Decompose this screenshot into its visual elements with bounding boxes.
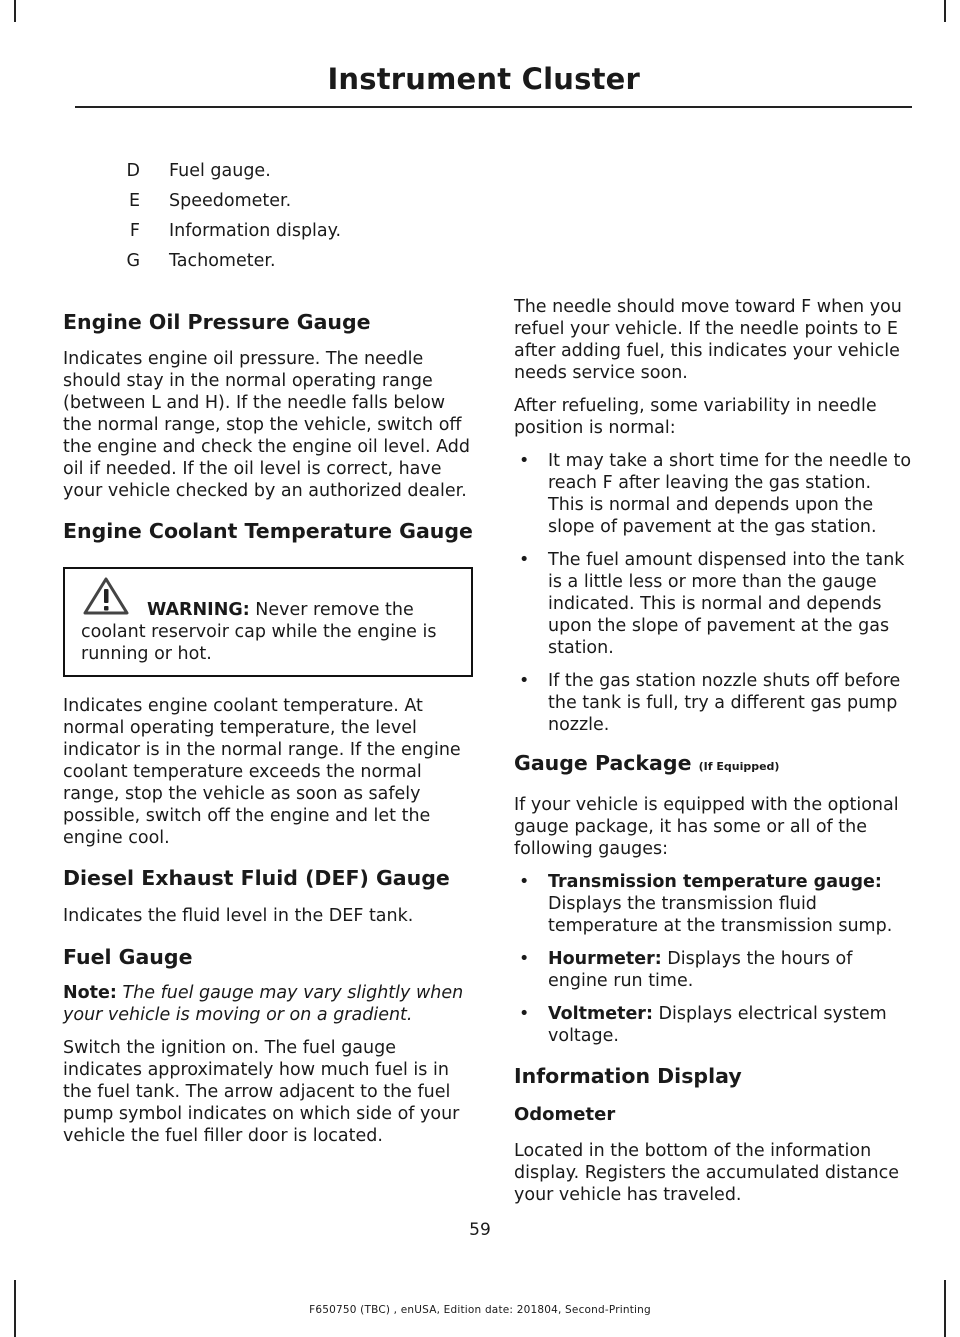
bullet: • — [519, 1004, 530, 1024]
legend-item — [100, 160, 341, 190]
oil-pressure-text: Indicates engine oil pressure. The needle should stay in the normal operating range (between L and H). If the needle falls below the normal range, stop the vehicle, switch off the engine and check the engine oil level. Add oil if needed. If the oil level is correct, have your vehicle checked by an authorized dealer. — [63, 349, 470, 501]
gauge-package-intro: If your vehicle is equipped with the optional gauge package, it has some or all of the following gauges: — [514, 795, 899, 859]
legend-text: Speedometer. — [169, 191, 292, 211]
crop-mark-top-right — [944, 0, 946, 22]
list-item: • Transmission temperature gauge: Displays the transmission fluid temperature at the transmission sump. — [519, 872, 893, 936]
list-item: • It may take a short time for the needle to reach F after leaving the gas station. This is normal and depends upon the slope of pavement at the gas station. — [519, 451, 912, 537]
legend-letter: D — [126, 161, 140, 181]
left-column — [63, 303, 473, 1147]
def-text: Indicates the fluid level in the DEF tank. — [63, 906, 414, 926]
fuel-refuel-text: The needle should move toward F when you refuel your vehicle. If the needle points to E after adding fuel, this indicates your vehicle needs service soon. — [514, 297, 902, 383]
legend-item — [100, 250, 341, 280]
legend-text: Fuel gauge. — [169, 161, 271, 181]
legend-letter: F — [129, 221, 140, 241]
section-heading-def: Diesel Exhaust Fluid (DEF) Gauge — [63, 866, 450, 890]
section-heading-coolant: Engine Coolant Temperature Gauge — [63, 519, 473, 543]
section-heading-gauge-package: Gauge Package (If Equipped) — [514, 751, 780, 775]
bullet: • — [519, 451, 530, 471]
section-heading-info-display: Information Display — [514, 1064, 742, 1088]
page-title: Instrument Cluster — [327, 62, 640, 96]
right-column — [514, 297, 912, 1206]
warning-text — [81, 599, 459, 665]
coolant-text: Indicates engine coolant temperature. At normal operating temperature, the level indicator is in the normal range. If the engine coolant temperature exceeds the normal range, stop the vehicle as soon as safely possible, switch off the engine and let the engine cool. — [63, 696, 461, 848]
section-heading-oil-pressure: Engine Oil Pressure Gauge — [63, 310, 371, 334]
variability-list — [514, 450, 912, 736]
section-heading-fuel: Fuel Gauge — [63, 945, 193, 969]
fuel-note — [63, 982, 473, 1026]
warning-triangle-icon — [83, 576, 129, 616]
legend-letter: E — [128, 191, 140, 211]
list-item: • If the gas station nozzle shuts off before the tank is full, try a different gas pump nozzle. — [519, 671, 901, 735]
bullet: • — [519, 671, 530, 691]
legend-item — [100, 190, 341, 220]
subheading-odometer: Odometer — [514, 1104, 616, 1125]
header-divider — [75, 106, 912, 108]
warning-label: WARNING: — [147, 600, 250, 620]
figure-legend — [100, 160, 341, 280]
warning-box — [63, 567, 473, 677]
list-item: • Voltmeter: Displays electrical system voltage. — [519, 1004, 887, 1046]
gauge-list — [514, 871, 912, 1047]
page-number: 59 — [469, 1220, 491, 1240]
variability-intro: After refueling, some variability in needle position is normal: — [514, 396, 877, 438]
odometer-text: Located in the bottom of the information display. Registers the accumulated distance your vehicle has traveled. — [514, 1141, 900, 1205]
fuel-text: Switch the ignition on. The fuel gauge indicates approximately how much fuel is in the fuel tank. The arrow adjacent to the fuel pump symbol indicates on which side of your vehicle the fuel filler door is located. — [63, 1038, 460, 1146]
if-equipped-label: (If Equipped) — [698, 760, 780, 773]
legend-letter: G — [126, 251, 140, 271]
note-label: Note: — [63, 983, 117, 1003]
bullet: • — [519, 872, 530, 892]
legend-text: Information display. — [169, 221, 342, 241]
bullet: • — [519, 550, 530, 570]
legend-item — [100, 220, 341, 250]
warning-body: Never remove the coolant reservoir cap while the engine is running or hot. — [81, 600, 437, 664]
legend-text: Tachometer. — [169, 251, 276, 271]
footer-edition: F650750 (TBC) , enUSA, Edition date: 201804, Second-Printing — [309, 1304, 651, 1316]
bullet: • — [519, 949, 530, 969]
list-item: • The fuel amount dispensed into the tank is a little less or more than the gauge indicated. This is normal and depends upon the slope of pavement at the gas station. — [519, 550, 905, 658]
list-item: • Hourmeter: Displays the hours of engine run time. — [519, 949, 853, 991]
crop-mark-top-left — [14, 0, 16, 22]
note-text: The fuel gauge may vary slightly when your vehicle is moving or on a gradient. — [63, 983, 464, 1025]
